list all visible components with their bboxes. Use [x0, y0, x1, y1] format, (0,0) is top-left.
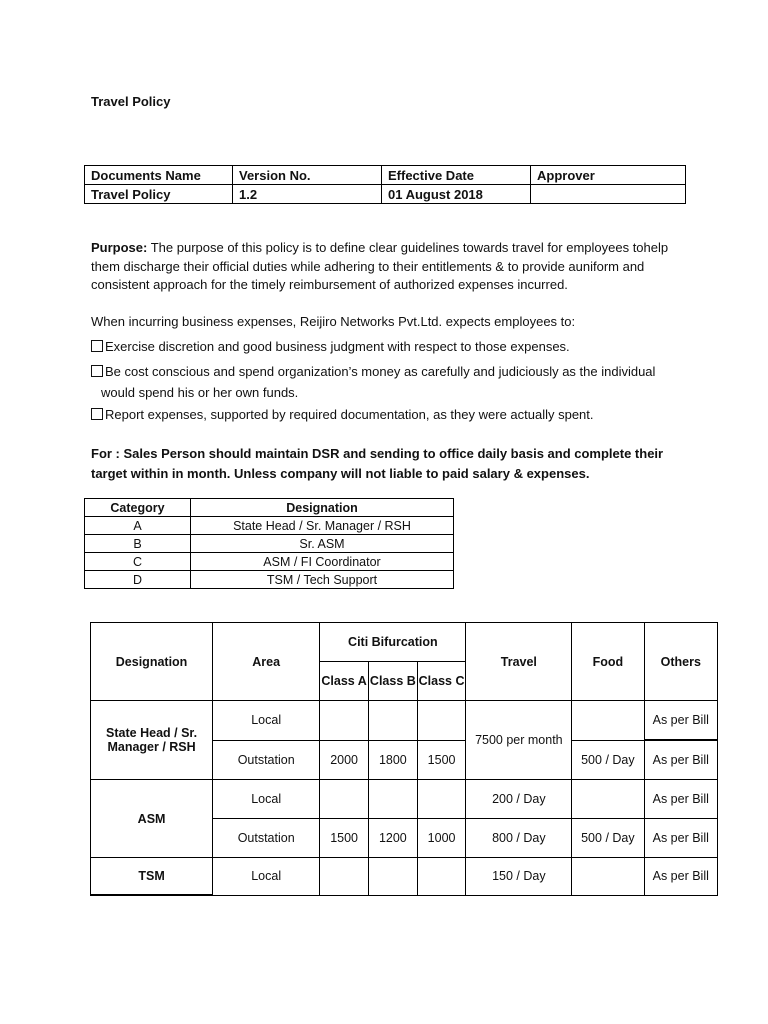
purpose-text: The purpose of this policy is to define clear guidelines towards travel for employees tohelp them discharge their official duties while adhering to their entitlements & to provide auniform and consistent approach for the timely reimbursement of authorized expenses incurred.: [91, 240, 669, 292]
header-approver: Approver: [531, 166, 686, 185]
class-a-cell: 2000: [320, 740, 369, 780]
designation-cell: ASM / FI Coordinator: [191, 553, 454, 571]
header-others: Others: [644, 623, 717, 701]
table-row: [91, 780, 718, 819]
value-documents-name: Travel Policy: [85, 185, 233, 204]
header-designation: Designation: [91, 623, 213, 701]
table-row: [85, 535, 454, 553]
area-cell: Outstation: [213, 819, 320, 858]
designation-cell: Sr. ASM: [191, 535, 454, 553]
bullet-item: [91, 361, 679, 403]
designation-tsm: TSM: [91, 858, 213, 896]
header-class-b: Class B: [368, 662, 417, 701]
table-row: [85, 553, 454, 571]
travel-cell: 200 / Day: [466, 780, 572, 819]
class-b-cell: 1800: [368, 740, 417, 780]
food-cell: [572, 701, 644, 741]
page-title: Travel Policy: [91, 94, 171, 109]
category-cell: A: [85, 517, 191, 535]
category-cell: C: [85, 553, 191, 571]
travel-cell: 800 / Day: [466, 819, 572, 858]
class-a-cell: [320, 780, 369, 819]
bullet-text-continued: would spend his or her own funds.: [101, 385, 299, 400]
document-info-value-row: [85, 185, 686, 204]
category-table: [84, 498, 454, 589]
header-effective-date: Effective Date: [382, 166, 531, 185]
class-c-cell: [417, 858, 466, 896]
class-a-cell: [320, 701, 369, 741]
header-citi-bifurcation: Citi Bifurcation: [320, 623, 466, 662]
header-designation: Designation: [191, 499, 454, 517]
food-cell: [572, 858, 644, 896]
designation-asm: ASM: [91, 780, 213, 858]
allowance-table: [90, 622, 718, 896]
category-header-row: [85, 499, 454, 517]
food-cell: 500 / Day: [572, 740, 644, 780]
travel-cell: 7500 per month: [466, 701, 572, 780]
class-c-cell: 1000: [417, 819, 466, 858]
food-cell: 500 / Day: [572, 819, 644, 858]
document-info-header-row: [85, 166, 686, 185]
value-approver: [531, 185, 686, 204]
checkbox-icon: [91, 340, 103, 352]
header-class-a: Class A: [320, 662, 369, 701]
food-cell: [572, 780, 644, 819]
purpose-paragraph: [91, 239, 679, 295]
area-cell: Local: [213, 701, 320, 741]
area-cell: Local: [213, 780, 320, 819]
others-cell: As per Bill: [644, 780, 717, 819]
class-b-cell: [368, 858, 417, 896]
class-b-cell: [368, 701, 417, 741]
sales-person-note: For : Sales Person should maintain DSR and sending to office daily basis and complete their target within in month. Unless company will not liable to paid salary & expenses.: [91, 446, 664, 481]
bullet-text: Be cost conscious and spend organization’s money as carefully and judiciously as the individual: [105, 364, 656, 379]
value-version-no: 1.2: [233, 185, 382, 204]
area-cell: Local: [213, 858, 320, 896]
class-c-cell: 1500: [417, 740, 466, 780]
bullet-text: Report expenses, supported by required documentation, as they were actually spent.: [105, 407, 594, 422]
header-version-no: Version No.: [233, 166, 382, 185]
intro-paragraph: When incurring business expenses, Reijiro Networks Pvt.Ltd. expects employees to:: [91, 314, 576, 329]
class-b-cell: 1200: [368, 819, 417, 858]
header-food: Food: [572, 623, 644, 701]
header-travel: Travel: [466, 623, 572, 701]
others-cell: As per Bill: [644, 858, 717, 896]
document-info-table: [84, 165, 686, 204]
value-effective-date: 01 August 2018: [382, 185, 531, 204]
class-b-cell: [368, 780, 417, 819]
checkbox-icon: [91, 365, 103, 377]
others-cell: As per Bill: [644, 819, 717, 858]
designation-cell: TSM / Tech Support: [191, 571, 454, 589]
area-cell: Outstation: [213, 740, 320, 780]
class-a-cell: [320, 858, 369, 896]
header-area: Area: [213, 623, 320, 701]
designation-cell: State Head / Sr. Manager / RSH: [191, 517, 454, 535]
category-cell: D: [85, 571, 191, 589]
others-cell: As per Bill: [644, 740, 717, 780]
travel-cell: 150 / Day: [466, 858, 572, 896]
bullet-item: [91, 336, 679, 357]
class-c-cell: [417, 780, 466, 819]
header-category: Category: [85, 499, 191, 517]
bullet-text: Exercise discretion and good business judgment with respect to those expenses.: [105, 339, 570, 354]
table-row: [91, 701, 718, 741]
allowance-header-row: [91, 623, 718, 662]
others-cell: As per Bill: [644, 701, 717, 741]
checkbox-icon: [91, 408, 103, 420]
header-documents-name: Documents Name: [85, 166, 233, 185]
category-cell: B: [85, 535, 191, 553]
table-row: [91, 858, 718, 896]
table-row: [85, 517, 454, 535]
purpose-label: Purpose:: [91, 240, 148, 255]
class-c-cell: [417, 701, 466, 741]
bullet-item: [91, 404, 679, 425]
table-row: [85, 571, 454, 589]
header-class-c: Class C: [417, 662, 466, 701]
designation-state-head: State Head / Sr. Manager / RSH: [91, 701, 213, 780]
class-a-cell: 1500: [320, 819, 369, 858]
